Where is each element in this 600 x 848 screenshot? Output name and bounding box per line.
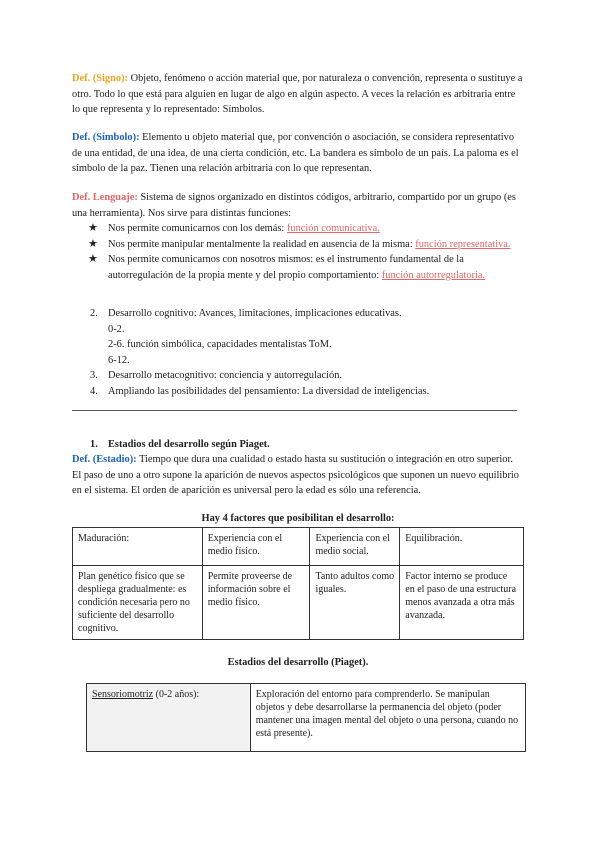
stage-desc-cell: Exploración del entorno para comprenderlo. Se manipulan objetos y debe desarrollarse la permanencia del objeto (poder mantener una imagen mental del objeto o una persona, cuando no está presente). (250, 684, 525, 752)
list-item (72, 306, 524, 322)
funciones-list (72, 221, 524, 283)
funcion-autorregulatoria-link[interactable]: función autorregulatoria. (381, 269, 486, 281)
section-title: Estadios del desarrollo según Piaget. (108, 439, 270, 450)
numbered-list (72, 306, 524, 399)
list-number: 4. (90, 385, 98, 397)
list-item-text: Nos permite comunicarnos con nosotros mismos: es el instrumento fundamental de la autorregulación de la propia mente y del propio comportamiento: (108, 254, 464, 281)
horizontal-rule (72, 410, 517, 411)
list-item-text: Desarrollo cognitivo: Avances, limitaciones, implicaciones educativas. (108, 308, 402, 319)
stages-caption: Estadios del desarrollo (Piaget). (227, 657, 369, 668)
funcion-representativa-link[interactable]: función representativa. (415, 238, 511, 250)
sub-line: 0-2. (108, 323, 125, 335)
def-lenguaje-paragraph (72, 190, 524, 221)
sub-line: 6-12. (108, 354, 130, 366)
table-cell: Factor interno se produce en el paso de una estructura menos avanzada a otra más avanzada. (400, 566, 524, 640)
table-cell: Permite proveerse de información sobre el medio físico. (202, 566, 310, 640)
table-header-cell: Maduración: (73, 528, 203, 566)
star-bullet-icon: ★ (88, 253, 98, 265)
def-signo-text: Objeto, fenómeno o acción material que, por naturaleza o convención, representa o sustituye a otro. Todo lo que está para alguien en lugar de algo en algún aspecto. A veces la relación es arbitraria entre lo que representa y lo representado: Símbolos. (72, 73, 523, 115)
def-simbolo-text: Elemento u objeto material que, por convención o asociación, se considera representativo de una entidad, de una idea, de una cierta condición, etc. La bandera es símbolo de un país. La paloma es el símbolo de la paz. Tienen una relación arbitraria con lo que representan. (72, 132, 519, 174)
stage-age: (0-2 años): (153, 689, 200, 700)
table-cell: Tanto adultos como iguales. (310, 566, 400, 640)
list-item (72, 237, 524, 253)
def-signo-label: Def. (Signo): (72, 73, 128, 84)
list-item (72, 252, 524, 283)
table-header-cell: Equilibración. (400, 528, 524, 566)
list-item-text: Nos permite comunicarnos con los demás: (108, 223, 287, 234)
def-estadio-text: Tiempo que dura una cualidad o estado hasta su sustitución o integración en otro superior. El paso de uno a otro supone la aparición de nuevos aspectos psicológicos que suponen un nuevo equilibrio en el sistema. El orden de aparición es universal pero la edad es sólo una referencia. (72, 454, 519, 496)
table-row (87, 684, 526, 752)
def-estadio-paragraph (72, 452, 524, 499)
table-header-cell: Experiencia con el medio físico. (202, 528, 310, 566)
table-row (73, 566, 524, 640)
factors-table (72, 527, 524, 640)
list-item-text: Desarrollo metacognitivo: conciencia y autorregulación. (108, 370, 342, 381)
list-number: 2. (90, 308, 98, 319)
factors-caption: Hay 4 factores que posibilitan el desarrollo: (201, 513, 395, 524)
sub-line: 2-6. función simbólica, capacidades mentalistas ToM. (108, 339, 332, 350)
stages-table (86, 683, 526, 752)
def-simbolo-label: Def. (Símbolo): (72, 132, 140, 143)
list-number: 3. (90, 370, 98, 381)
funcion-comunicativa-link[interactable]: función comunicativa. (286, 223, 380, 234)
list-item-text: Nos permite manipular mentalmente la realidad en ausencia de la misma: (108, 238, 416, 250)
stage-name-cell (87, 684, 251, 752)
star-bullet-icon: ★ (88, 237, 98, 250)
section-number: 1. (90, 439, 98, 450)
def-signo-paragraph (72, 71, 524, 118)
table-header-cell: Experiencia con el medio social. (310, 528, 400, 566)
def-simbolo-paragraph (72, 130, 524, 177)
table-row (73, 528, 524, 566)
stage-name: Sensoriomotriz (92, 689, 154, 700)
list-item (72, 384, 524, 400)
def-lenguaje-text: Sistema de signos organizado en distintos códigos, arbitrario, compartido por un grupo (es una herramienta). Nos sirve para distintas funciones: (72, 192, 516, 219)
list-item-text: Ampliando las posibilidades del pensamiento: La diversidad de inteligencias. (108, 385, 430, 397)
star-bullet-icon: ★ (88, 222, 98, 234)
list-item (72, 221, 524, 237)
list-item (72, 368, 524, 384)
def-lenguaje-label: Def. Lenguaje: (72, 192, 138, 203)
table-cell: Plan genético físico que se despliega gradualmente: es condición necesaria pero no suficiente del desarrollo cognitivo. (73, 566, 203, 640)
def-estadio-label: Def. (Estadio): (72, 454, 137, 465)
